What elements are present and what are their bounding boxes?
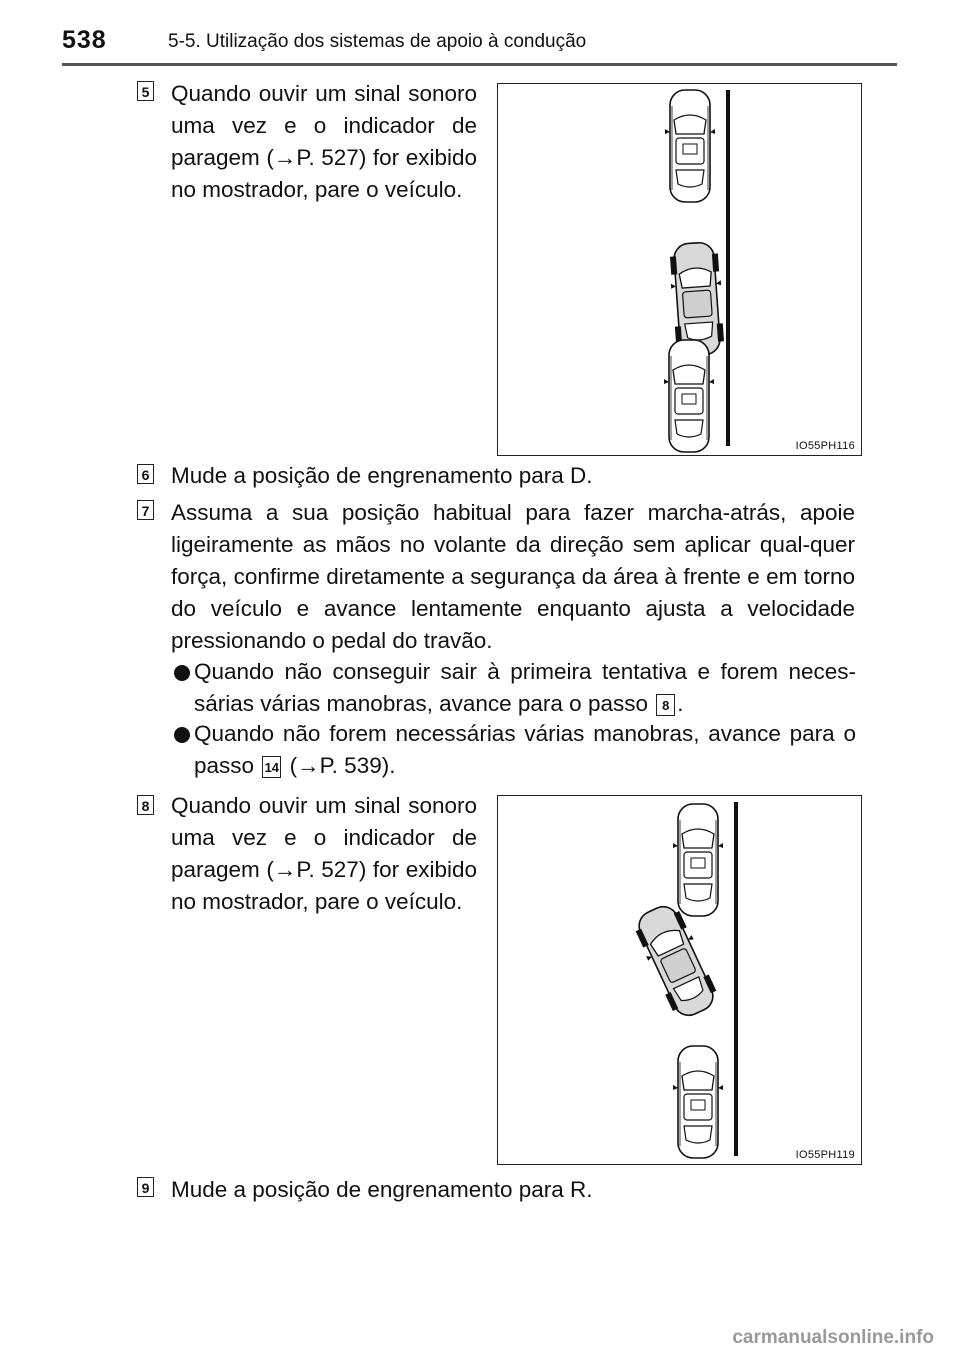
header-divider bbox=[62, 63, 897, 66]
bullet-2-end: (→P. 539). bbox=[289, 753, 396, 778]
own-car-icon bbox=[668, 241, 726, 356]
parked-car-rear-icon bbox=[664, 340, 714, 452]
step-7-bullet-1 bbox=[194, 656, 856, 720]
figure-code: IO55PH116 bbox=[795, 440, 855, 452]
step-7-text: Assuma a sua posição habitual para fazer marcha-atrás, apoie ligeiramente as mãos no volante da direção sem aplicar qual-quer força, confirme diretamente a segurança da área à frente e em torno do veículo e avance lentamente enquanto ajusta a velocidade pressionando o pedal do travão. bbox=[171, 500, 855, 653]
own-car-icon bbox=[630, 900, 723, 1023]
step-ref-14[interactable]: 14 bbox=[262, 756, 281, 778]
step-7-bullet-2 bbox=[194, 718, 856, 782]
step-number-6: 6 bbox=[137, 464, 154, 484]
step-5-text: Quando ouvir um sinal sonoro uma vez e o indicador de paragem (→P. 527) for exibido no mostrador, pare o veículo. bbox=[171, 81, 477, 202]
figure-code: IO55PH119 bbox=[795, 1149, 855, 1161]
parking-illustration-1 bbox=[498, 84, 860, 454]
bullet-icon bbox=[174, 665, 190, 681]
step-6-text: Mude a posição de engrenamento para D. bbox=[171, 463, 593, 488]
step-number-7: 7 bbox=[137, 500, 154, 520]
bullet-1-end: . bbox=[677, 691, 684, 716]
figure-parking-stop-2 bbox=[497, 795, 862, 1165]
bullet-1-text: Quando não conseguir sair à primeira tentativa e forem neces-sárias várias manobras, avance para o passo bbox=[194, 659, 856, 716]
step-ref-8[interactable]: 8 bbox=[656, 694, 675, 716]
parking-illustration-2 bbox=[498, 796, 860, 1163]
parked-car-rear-icon bbox=[673, 1046, 723, 1158]
step-number-9: 9 bbox=[137, 1177, 154, 1197]
section-title: 5-5. Utilização dos sistemas de apoio à condução bbox=[168, 31, 587, 52]
figure-parking-stop-1 bbox=[497, 83, 862, 456]
page-header bbox=[0, 0, 960, 68]
bullet-2-text: Quando não forem necessárias várias manobras, avance para o passo bbox=[194, 721, 856, 778]
page-number: 538 bbox=[62, 26, 107, 54]
bullet-icon bbox=[174, 727, 190, 743]
step-8-text: Quando ouvir um sinal sonoro uma vez e o indicador de paragem (→P. 527) for exibido no mostrador, pare o veículo. bbox=[171, 793, 477, 914]
step-number-8: 8 bbox=[137, 795, 154, 815]
step-number-5: 5 bbox=[137, 81, 154, 101]
watermark: carmanualsonline.info bbox=[732, 1327, 934, 1348]
parked-car-front-icon bbox=[665, 90, 715, 202]
step-9-text: Mude a posição de engrenamento para R. bbox=[171, 1177, 593, 1202]
parked-car-front-icon bbox=[673, 804, 723, 916]
